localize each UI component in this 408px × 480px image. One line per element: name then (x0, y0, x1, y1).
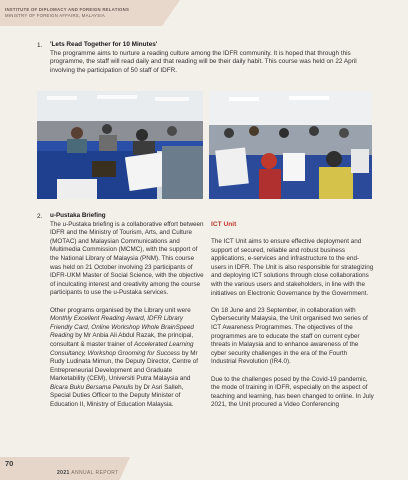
institute-name: INSTITUTE OF DIPLOMACY AND FOREIGN RELATIONS (5, 7, 130, 12)
footer-report-label (57, 470, 119, 476)
ict-unit-title: ICT Unit (211, 221, 237, 228)
library-text-4: by Dr Asri Salleh, Special Duties Officer to the Deputy Minister of Education II, Ministry of Education Malaysia. (50, 383, 184, 409)
ict-paragraph-1: The ICT Unit aims to ensure effective deployment and support of secured, reliable and robust business applications, e-services and infrastructure to the end-users in IDFR. The Unit is also responsible for strategizing and deploying ICT solutions through close collaborations with the various users and stakeholders, in line with the initiatives on Electronic Governance by the Government. (211, 238, 374, 297)
library-italic-1: Monthly Excellent Reading Award, IDFR Library Friendly Card, Online Workshop Whole BrainSpeed Reading (50, 315, 194, 340)
section-1-title: 'Lets Read Together for 10 Minutes' (50, 41, 158, 48)
ict-unit-section (211, 238, 374, 418)
section-1-number: 1. (37, 42, 43, 49)
ministry-name: MINISTRY OF FOREIGN AFFAIRS, MALAYSIA (5, 12, 105, 18)
report-title: ANNUAL REPORT (71, 470, 119, 476)
page-number: 70 (5, 459, 14, 468)
library-italic-3: Bicara Buku Bersama Penulis (50, 383, 134, 391)
section-1-body: The programme aims to nurture a reading culture among the IDFR community. It is hoped that through this programme, the staff will read daily and that reading will be their daily habit. This course was held on 22 April involving the participation of 50 staff of IDFR. (50, 49, 357, 75)
ict-paragraph-3: Due to the challenges posed by the Covid-19 pandemic, the mode of training in IDFR, especially on the aspect of teaching and learning, has been changed to online. In July 2021, the Unit procured a Video Conferencing (211, 375, 374, 409)
library-programmes (50, 307, 204, 410)
library-text-3: by Mr Rudy Ludinata Mimun, the Deputy Director, Centre of Entrepreneurial Development and Graduate Marketability (CEM), Universiti Putra Malaysia and (50, 349, 199, 383)
section-2-number: 2. (37, 213, 43, 220)
section-2 (50, 212, 204, 418)
section-1 (50, 41, 380, 76)
library-text-1: Other programs organised by the Library unit were (50, 306, 191, 314)
library-italic-2: Accelerated Learning Consultancy, Workshop Grooming for Success (50, 340, 194, 357)
upustaka-description: The u-Pustaka briefing is a collaborative effort between IDFR and the Ministry of Tourism, Arts, and Culture (MOTAC) and Malaysian Communications and Multimedia Commission (MCMC), with the support of the National Library of Malaysia (PNM). This course was held on 21 October involving 23 participants of IDFR-UKM Master of Social Science, with the objective of inculcating interest and creativity among the course participants to use the u-Pustaka services. (50, 220, 204, 297)
footer-band (0, 457, 130, 480)
library-text-2: by Mr Anbia Ali Abdul Razak, the principal, consultant & master trainer of (50, 332, 194, 348)
ict-paragraph-2: On 18 June and 23 September, in collaboration with Cybersecurity Malaysia, the Unit organised two series of ICT Awareness Programmes. The objectives of the programmes are to educate the staff on current cyber threats in Malaysia and to enhance awareness of the cyber security challenges in the era of the Fourth Industrial Revolution (IR4.0). (211, 306, 368, 366)
section-2-title: u-Pustaka Briefing (50, 212, 106, 219)
photo-reading-session (37, 91, 203, 199)
report-year: 2021 (57, 470, 70, 476)
photo-upustaka-briefing (209, 91, 372, 199)
